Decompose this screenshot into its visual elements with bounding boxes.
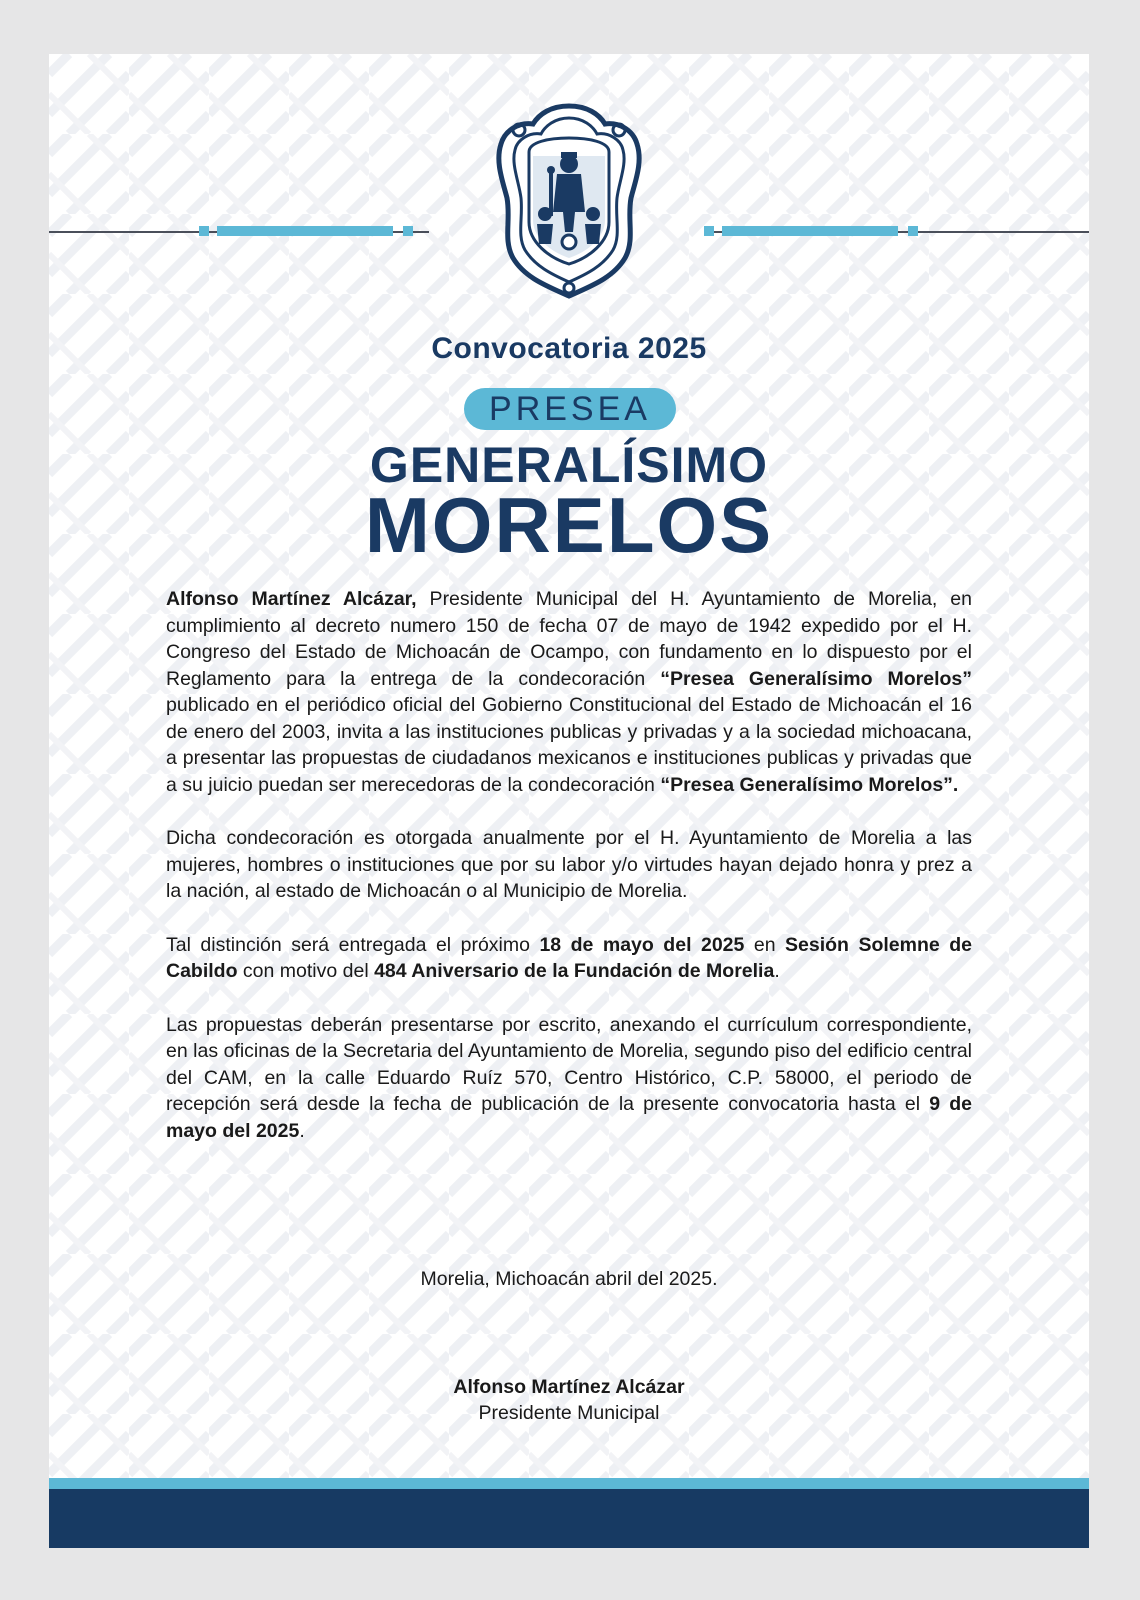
convocatoria-title: Convocatoria 2025 bbox=[431, 332, 707, 365]
paragraph-ceremony: Tal distinción será entregada el próximo 18 de mayo del 2025 en Sesión Solemne de Cabildo con motivo del 484 Aniversario de la Fundación de Morelia. bbox=[166, 933, 972, 982]
place-date: Morelia, Michoacán abril del 2025. bbox=[420, 1268, 718, 1290]
footer-light-band bbox=[49, 1478, 1089, 1489]
right-header-band bbox=[704, 226, 924, 236]
coat-of-arms-icon bbox=[489, 102, 649, 300]
president-name: Alfonso Martínez Alcázar, bbox=[166, 588, 417, 610]
left-header-band bbox=[199, 226, 419, 236]
document-body bbox=[166, 586, 972, 1171]
paragraph-intro: Alfonso Martínez Alcázar, Presidente Municipal del H. Ayuntamiento de Morelia, en cumplimiento al decreto numero 150 de fecha 07 de mayo de 1942 expedido por el H. Congreso del Estado de Michoacán de Ocampo, con fundamento en lo dispuesto por el Reglamento para la entrega de la condecoración “Presea Generalísimo Morelos” publicado en el periódico oficial del Gobierno Constitucional del Estado de Michoacán el 16 de enero del 2003, invita a las instituciones publicas y privadas y a la sociedad michoacana, a presentar las propuestas de ciudadanos mexicanos e instituciones publicas y privadas que a su juicio puedan ser merecedoras de la condecoración “Presea Generalísimo Morelos”. bbox=[166, 588, 972, 796]
award-title-line2: MORELOS bbox=[364, 481, 774, 569]
paragraph-description: Dicha condecoración es otorgada anualmente por el H. Ayuntamiento de Morelia a las mujeres, hombres o instituciones que por su labor y/o virtudes hayan dejado honra y prez a la nación, al estado de Michoacán o al Municipio de Morelia. bbox=[166, 827, 972, 902]
signer-role: Presidente Municipal bbox=[478, 1402, 660, 1424]
footer-dark-band bbox=[49, 1489, 1089, 1548]
presea-pill: PRESEA bbox=[464, 388, 676, 430]
signer-name: Alfonso Martínez Alcázar bbox=[453, 1376, 685, 1398]
award-title-line1: GENERALÍSIMO bbox=[369, 437, 769, 493]
document-page bbox=[49, 54, 1089, 1548]
paragraph-submission: Las propuestas deberán presentarse por escrito, anexando el currículum correspondiente, en las oficinas de la Secretaria del Ayuntamiento de Morelia, segundo piso del edificio central del CAM, en la calle Eduardo Ruíz 570, Centro Histórico, C.P. 58000, el periodo de recepción será desde la fecha de publicación de la presente convocatoria hasta el 9 de mayo del 2025. bbox=[166, 1013, 972, 1142]
